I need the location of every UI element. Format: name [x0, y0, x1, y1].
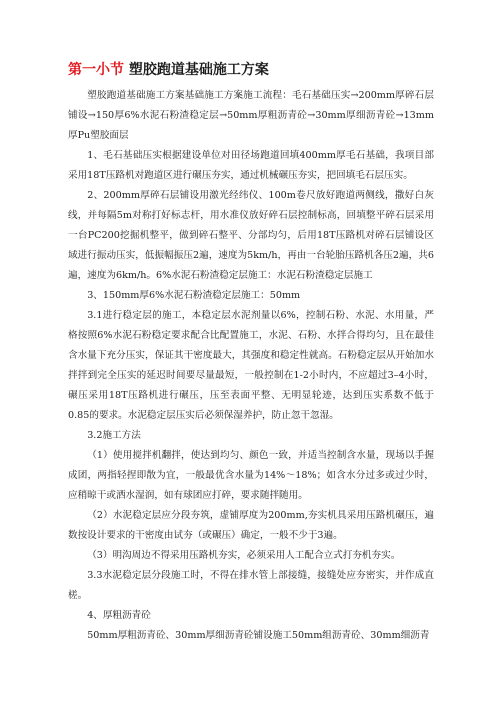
paragraph-3-2-item-1: （1）使用搅拌机翻拌，使达到均匀、颜色一致，并适当控制含水量，现场以手握成团，两指轻捏即散为宜，一般最优含水量为14%～18%；如含水分过多或过少时，应稍晾干或洒水湿润，如有球团应打碎，要求随拌随用。: [68, 450, 434, 501]
paragraph-3-2-heading: 3.2施工方法: [87, 430, 141, 441]
document-page: [68, 60, 434, 646]
paragraph-3-2-item-2: （2）水泥稳定层应分段夯筑，虚铺厚度为200mm,夯实机具采用压路机碾压，遍数按设计要求的干密度由试夯（或碾压）确定，一般不少于3遍。: [68, 510, 434, 541]
paragraph-step-4-body: 50mm厚粗沥青砼、30mm厚细沥青砼铺设施工50mm组沥青砼、30mm细沥青: [87, 630, 430, 641]
paragraph-3-3: 3.3水泥稳定层分段施工时，不得在排水管上部接缝，接缝处应夯密实，并作成直槎。: [68, 570, 434, 601]
paragraph-3-1: 3.1进行稳定层的施工，本稳定层水泥剂量以6%，控制石粉、水泥、水用量，严格按照6%水泥石粉稳定要求配合比配置施工，水泥、石粉、水拌合得均匀，且在最佳含水量下充分压实，保证其干密度最大，其强度和稳定性就高。石粉稳定层从开始加水拌拌到完全压实的延迟时间要尽量最短，一般控制在1-2小时内，不应超过3–4小时，碾压采用18T压路机进行碾压，压至表面平整、无明显轮迹，达到压实系数不低于0.85的要求。水泥稳定层压实后必须保湿养护，防止忽干忽湿。: [68, 310, 434, 421]
section-number: 第一小节: [68, 62, 124, 78]
paragraph-step-3: 3、150mm厚6%水泥石粉渣稳定层施工：50mm: [87, 290, 301, 301]
paragraph-3-2-item-3: （3）明沟周边不得采用压路机夯实，必须采用人工配合立式打夯机夯实。: [87, 550, 401, 561]
page-title: [68, 60, 434, 80]
paragraph-step-2: 2、200mm厚碎石层铺设用激光经纬仪、100m卷尺放好跑道两侧线，撒好白灰线，并每隔5m对称打好标志杆，用水准仪放好碎石层控制标高，回填整平碎石层采用一台PC200挖掘机整平，做到碎石整平、分部均匀，后用18T压路机对碎石层铺设区域进行振动压实，低振幅振压2遍，速度为5km/h，再由一台轮胎压路机各压2遍，共6遍，速度为6km/h。6%水泥石粉渣稳定层施工：水泥石粉渣稳定层施工: [68, 190, 434, 281]
paragraph-step-4: 4、厚粗沥青砼: [87, 610, 151, 621]
section-title: 塑胶跑道基础施工方案: [128, 62, 269, 78]
paragraph-intro: 塑胶跑道基础施工方案基础施工方案施工流程：毛石基础压实→200mm厚碎石层铺设→150厚6%水泥石粉渣稳定层→50mm厚粗沥青砼→30mm厚细沥青砼→13mm厚Pu塑胶面层: [68, 90, 434, 141]
paragraph-step-1: 1、毛石基础压实根据建设单位对田径场跑道回填400mm厚毛石基础，我项目部采用18T压路机对跑道区进行碾压夯实，通过机械碾压夯实，把回填毛石层压实。: [68, 150, 434, 181]
